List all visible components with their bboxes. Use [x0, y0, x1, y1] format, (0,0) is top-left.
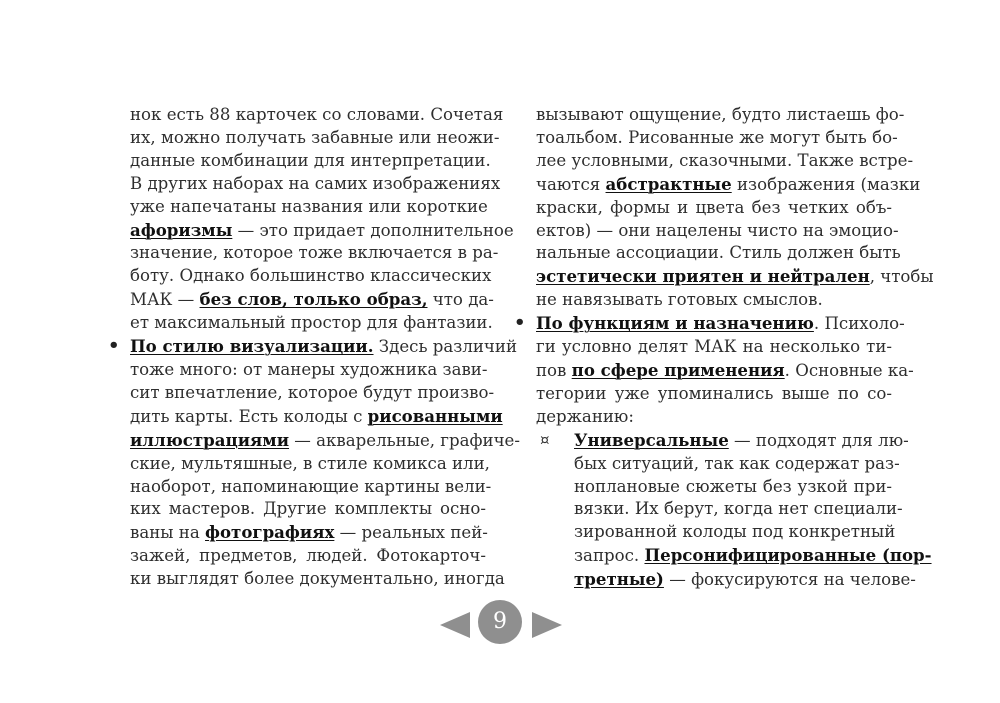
- text-line: значение, которое тоже включается в ра-: [130, 243, 499, 263]
- text-line: вызывают ощущение, будто листаешь фо-: [536, 105, 905, 124]
- text-line: не навязывать готовых смыслов.: [536, 290, 823, 310]
- bullet-icon: •: [514, 312, 526, 334]
- text-line: ваны на фотографиях — реальных пей-: [130, 522, 488, 543]
- triangle-left-icon[interactable]: [440, 612, 470, 638]
- text-line: сит впечатление, которое будут произво-: [130, 382, 495, 402]
- highlighted-term: афоризмы: [130, 219, 233, 240]
- text-line: По функциям и назначению. Психоло-: [536, 313, 905, 334]
- right-column: [514, 104, 934, 592]
- text-line: МАК — без слов, только образ, что да-: [130, 289, 494, 310]
- text-line: нок есть 88 карточек со словами. Сочетая: [130, 105, 504, 124]
- highlighted-term: иллюстрациями: [130, 429, 290, 450]
- text-line: эстетически приятен и нейтрален, чтобы: [536, 266, 934, 287]
- text-line: зированной колоды под конкретный: [574, 522, 896, 542]
- text-line: В других наборах на самих изображениях: [130, 173, 501, 193]
- highlighted-term: По стилю визуализации.: [130, 336, 374, 357]
- text-line: бых ситуаций, так как содержат раз-: [574, 453, 900, 473]
- text-line: тегории уже упоминались выше по со-: [536, 383, 892, 403]
- highlighted-term: фотографиях: [205, 522, 335, 543]
- highlighted-term: по сфере применения: [571, 359, 785, 380]
- bullet-item-visual-style: [108, 335, 520, 591]
- text-line: тоальбом. Рисованные же могут быть бо-: [536, 127, 898, 147]
- text-line: держанию:: [536, 406, 634, 426]
- text-line: зажей, предметов, людей. Фотокарточ-: [130, 546, 486, 566]
- paragraph: [536, 104, 934, 312]
- text-line: чаются абстрактные изображения (мазки: [536, 173, 921, 194]
- bullet-item-function: [514, 312, 914, 429]
- text-line: ких мастеров. Другие комплекты осно-: [130, 499, 486, 519]
- triangle-right-icon[interactable]: [532, 612, 562, 638]
- text-line: лее условными, сказочными. Также встре-: [536, 150, 914, 170]
- highlighted-term: По функциям и назначению: [536, 313, 814, 334]
- page-navigation: [440, 600, 562, 650]
- text-line: наоборот, напоминающие картины вели-: [130, 476, 492, 496]
- text-line: нальные ассоциации. Стиль должен быть: [536, 243, 901, 263]
- text-line: Универсальные — подходят для лю-: [574, 429, 909, 450]
- text-line: боту. Однако большинство классических: [130, 266, 492, 286]
- text-line: вязки. Их берут, когда нет специали-: [574, 499, 903, 519]
- text-line: пов по сфере применения. Основные ка-: [536, 359, 914, 380]
- highlighted-term: без слов, только образ,: [199, 289, 428, 310]
- text-line: ги условно делят МАК на несколько ти-: [536, 337, 892, 357]
- text-line: ские, мультяшные, в стиле комикса или,: [130, 453, 490, 473]
- text-line: уже напечатаны названия или короткие: [130, 196, 488, 216]
- text-line: иллюстрациями — акварельные, графиче-: [130, 429, 520, 450]
- text-line: дить карты. Есть колоды с рисованными: [130, 405, 503, 426]
- left-column: [108, 104, 520, 591]
- paragraph: [130, 104, 514, 335]
- currency-sign-icon: ¤: [540, 430, 550, 449]
- page-number: 9: [478, 600, 522, 644]
- text-line: данные комбинации для интерпретации.: [130, 150, 491, 170]
- sub-item-universal: [536, 429, 932, 592]
- text-line: их, можно получать забавные или неожи-: [130, 127, 500, 147]
- text-line: ки выглядят более документально, иногда: [130, 569, 505, 589]
- highlighted-term: Универсальные: [574, 429, 729, 450]
- text-line: ектов) — они нацелены чисто на эмоцио-: [536, 220, 899, 240]
- text-line: третные) — фокусируются на челове-: [574, 569, 916, 590]
- highlighted-term: абстрактные: [605, 173, 732, 194]
- highlighted-term: эстетически приятен и нейтрален: [536, 266, 870, 287]
- text-line: ет максимальный простор для фантазии.: [130, 313, 493, 333]
- text-line: По стилю визуализации. Здесь различий: [130, 336, 518, 357]
- text-line: тоже много: от манеры художника зави-: [130, 359, 488, 379]
- text-line: ноплановые сюжеты без узкой при-: [574, 476, 892, 496]
- highlighted-term: третные): [574, 569, 664, 590]
- highlighted-term: Персонифицированные (пор-: [644, 545, 932, 566]
- bullet-icon: •: [108, 335, 120, 357]
- text-line: запрос. Персонифицированные (пор-: [574, 545, 932, 566]
- highlighted-term: рисованными: [367, 405, 503, 426]
- text-line: краски, формы и цвета без четких объ-: [536, 197, 892, 217]
- text-line: афоризмы — это придает дополнительное: [130, 219, 514, 240]
